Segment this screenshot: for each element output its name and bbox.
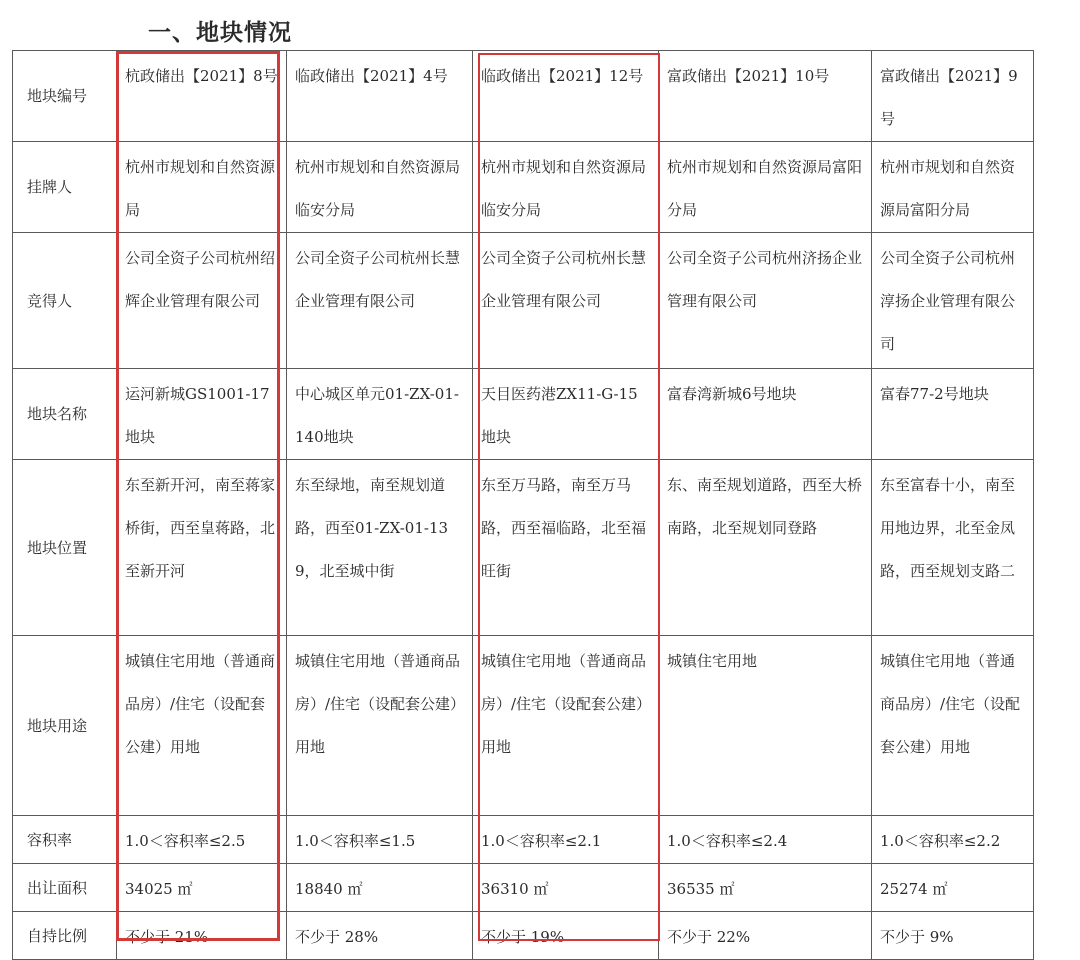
- table-cell: 东至绿地，南至规划道路，西至01-ZX-01-139，北至城中街: [287, 460, 473, 636]
- table-cell: 城镇住宅用地（普通商品房）/住宅（设配套公建）用地: [872, 636, 1034, 816]
- table-cell: 公司全资子公司杭州长慧企业管理有限公司: [473, 233, 659, 369]
- row-label: 挂牌人: [13, 142, 117, 233]
- table-cell: 1.0＜容积率≤2.2: [872, 816, 1034, 864]
- table-cell: 临政储出【2021】4号: [287, 51, 473, 142]
- table-cell: 富政储出【2021】10号: [659, 51, 872, 142]
- row-label: 地块用途: [13, 636, 117, 816]
- table-cell: 城镇住宅用地（普通商品房）/住宅（设配套公建）用地: [287, 636, 473, 816]
- table-cell: 36535 ㎡: [659, 864, 872, 912]
- table-cell: 不少于 19%: [473, 912, 659, 960]
- table-cell: 杭州市规划和自然资源局临安分局: [473, 142, 659, 233]
- table-row-lister: [13, 142, 1034, 233]
- table-cell: 富政储出【2021】9号: [872, 51, 1034, 142]
- table-cell: 城镇住宅用地: [659, 636, 872, 816]
- table-row-area: [13, 864, 1034, 912]
- table-row-parcel-number: [13, 51, 1034, 142]
- table-cell: 不少于 28%: [287, 912, 473, 960]
- table-cell: 临政储出【2021】12号: [473, 51, 659, 142]
- section-heading: 一、地块情况: [148, 19, 292, 46]
- table-cell: 1.0＜容积率≤1.5: [287, 816, 473, 864]
- table-cell: 杭州市规划和自然资源局富阳分局: [872, 142, 1034, 233]
- table-cell: 东至万马路，南至万马路，西至福临路，北至福旺街: [473, 460, 659, 636]
- row-label: 自持比例: [13, 912, 117, 960]
- table-cell: 不少于 22%: [659, 912, 872, 960]
- row-label: 地块编号: [13, 51, 117, 142]
- table-cell: 不少于 21%: [117, 912, 287, 960]
- row-label: 地块位置: [13, 460, 117, 636]
- land-parcel-table: [12, 50, 1034, 960]
- table-cell: 中心城区单元01-ZX-01-140地块: [287, 369, 473, 460]
- table-cell: 东、南至规划道路，西至大桥南路，北至规划同登路: [659, 460, 872, 636]
- table-cell: 1.0＜容积率≤2.4: [659, 816, 872, 864]
- table-cell: 公司全资子公司杭州长慧企业管理有限公司: [287, 233, 473, 369]
- table-cell: 城镇住宅用地（普通商品房）/住宅（设配套公建）用地: [117, 636, 287, 816]
- table-cell: 天目医药港ZX11-G-15地块: [473, 369, 659, 460]
- table-cell: 公司全资子公司杭州绍辉企业管理有限公司: [117, 233, 287, 369]
- table-cell: 东至富春十小，南至用地边界，北至金凤路，西至规划支路二: [872, 460, 1034, 636]
- table-row-winner: [13, 233, 1034, 369]
- table-cell: 不少于 9%: [872, 912, 1034, 960]
- table-cell: 25274 ㎡: [872, 864, 1034, 912]
- table-cell: 杭州市规划和自然资源局临安分局: [287, 142, 473, 233]
- table-cell: 18840 ㎡: [287, 864, 473, 912]
- table-cell: 杭州市规划和自然资源局: [117, 142, 287, 233]
- table-cell: 1.0＜容积率≤2.1: [473, 816, 659, 864]
- row-label: 竞得人: [13, 233, 117, 369]
- table-row-usage: [13, 636, 1034, 816]
- table-cell: 东至新开河，南至蒋家桥街，西至皇蒋路，北至新开河: [117, 460, 287, 636]
- table-cell: 富春77-2号地块: [872, 369, 1034, 460]
- row-label: 地块名称: [13, 369, 117, 460]
- table-cell: 城镇住宅用地（普通商品房）/住宅（设配套公建）用地: [473, 636, 659, 816]
- table-cell: 34025 ㎡: [117, 864, 287, 912]
- table-cell: 运河新城GS1001-17地块: [117, 369, 287, 460]
- table-row-plot-ratio: [13, 816, 1034, 864]
- table-cell: 杭政储出【2021】8号: [117, 51, 287, 142]
- table-row-self-hold-ratio: [13, 912, 1034, 960]
- table-cell: 公司全资子公司杭州济扬企业管理有限公司: [659, 233, 872, 369]
- row-label: 出让面积: [13, 864, 117, 912]
- table-cell: 公司全资子公司杭州淳扬企业管理有限公司: [872, 233, 1034, 369]
- table-cell: 36310 ㎡: [473, 864, 659, 912]
- table-cell: 杭州市规划和自然资源局富阳分局: [659, 142, 872, 233]
- table-cell: 富春湾新城6号地块: [659, 369, 872, 460]
- table-cell: 1.0＜容积率≤2.5: [117, 816, 287, 864]
- table-row-location: [13, 460, 1034, 636]
- table-row-parcel-name: [13, 369, 1034, 460]
- row-label: 容积率: [13, 816, 117, 864]
